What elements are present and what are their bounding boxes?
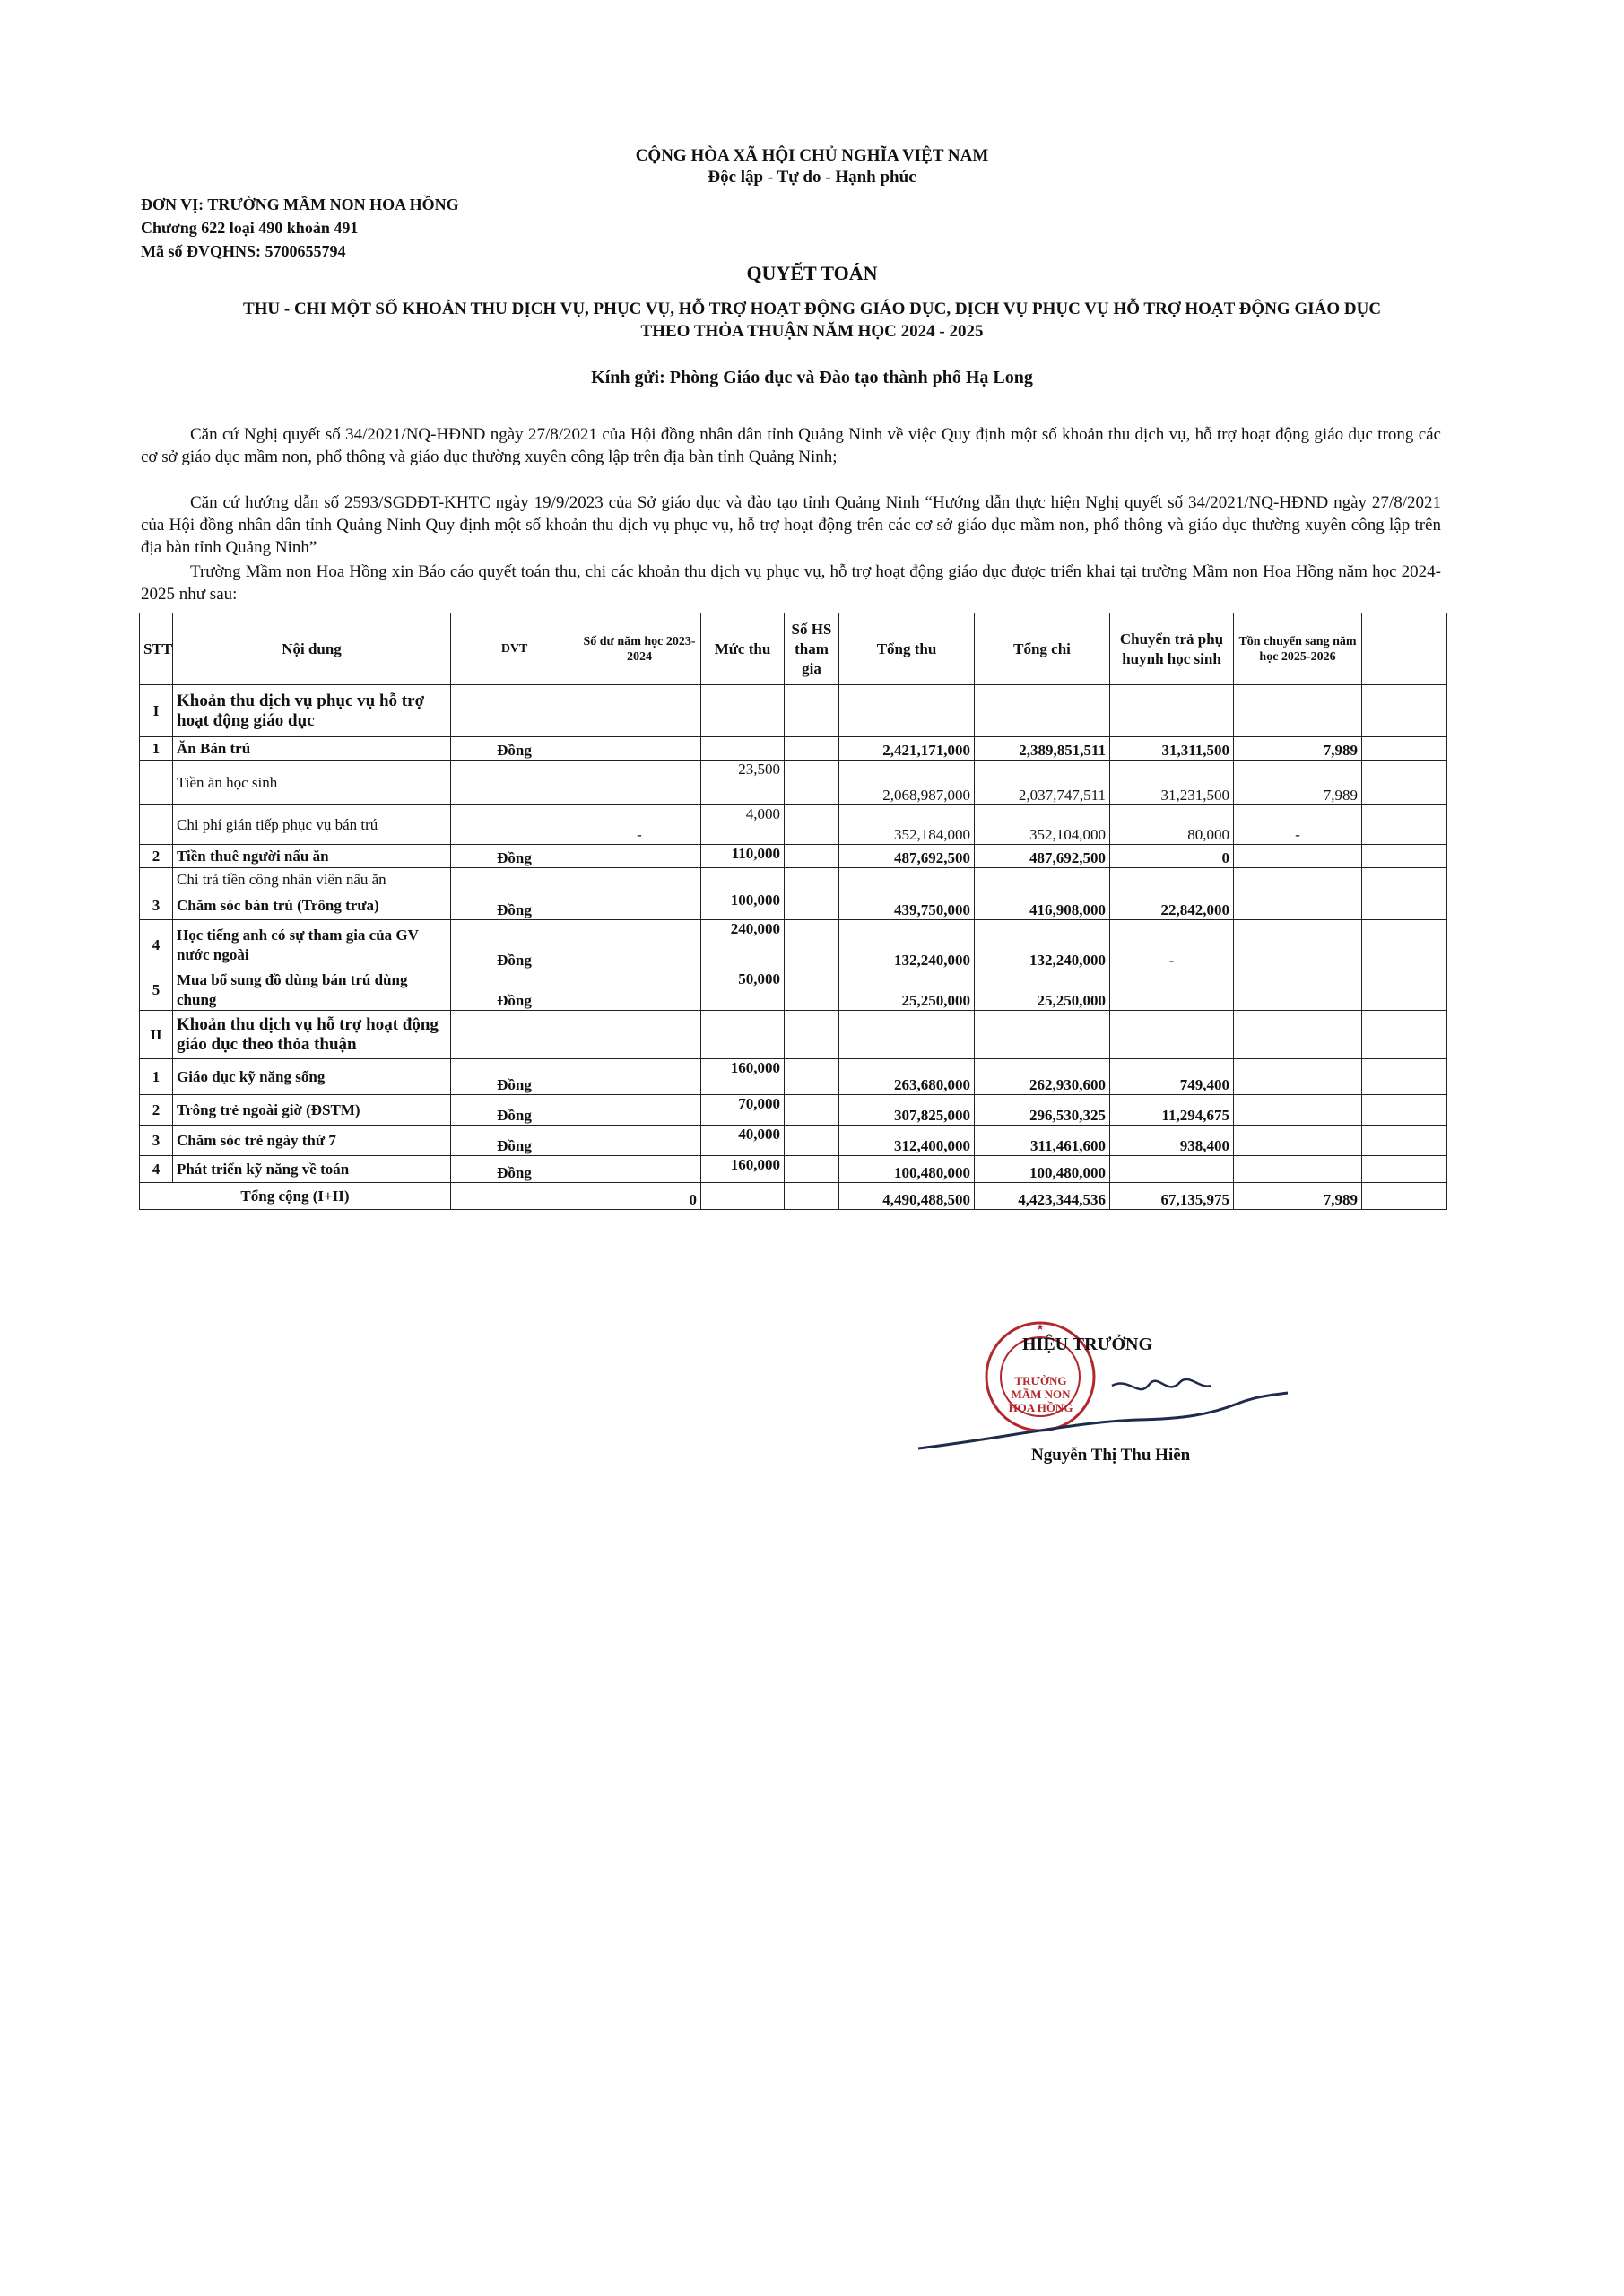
cell-total-in: 263,680,000 [839, 1059, 975, 1095]
cell-students [785, 970, 839, 1011]
cell-content: Tiền ăn học sinh [173, 761, 451, 805]
cell-rate [701, 868, 785, 891]
header-carry: Tồn chuyển sang năm học 2025-2026 [1234, 613, 1362, 685]
cell-refund: 31,311,500 [1110, 737, 1234, 761]
cell-extra [1362, 1156, 1447, 1183]
cell-total-in: 487,692,500 [839, 845, 975, 868]
cell-total-out: 311,461,600 [975, 1126, 1110, 1156]
unit-block [141, 193, 459, 263]
cell-students [785, 1095, 839, 1126]
cell-students [785, 1156, 839, 1183]
cell-refund: 80,000 [1110, 805, 1234, 845]
cell-stt: 1 [140, 737, 173, 761]
table-row [140, 1011, 1447, 1059]
cell-students [785, 845, 839, 868]
cell-content: Chăm sóc trẻ ngày thứ 7 [173, 1126, 451, 1156]
cell-extra [1362, 920, 1447, 970]
cell-carry [1234, 868, 1362, 891]
cell-students [785, 1011, 839, 1059]
cell-rate: 70,000 [701, 1095, 785, 1126]
cell-unit [451, 761, 578, 805]
cell-extra [1362, 1126, 1447, 1156]
cell-students [785, 685, 839, 737]
cell-content: Khoản thu dịch vụ hỗ trợ hoạt động giáo dục theo thỏa thuận [173, 1011, 451, 1059]
cell-content: Giáo dục kỹ năng sống [173, 1059, 451, 1095]
cell-content: Trông trẻ ngoài giờ (ĐSTM) [173, 1095, 451, 1126]
cell-total-out: 25,250,000 [975, 970, 1110, 1011]
cell-content: Ăn Bán trú [173, 737, 451, 761]
header-stt: STT [140, 613, 173, 685]
table-row [140, 1156, 1447, 1183]
cell-unit: Đồng [451, 1126, 578, 1156]
cell-rate [701, 685, 785, 737]
cell-content: Học tiếng anh có sự tham gia của GV nước ngoài [173, 920, 451, 970]
cell-refund: 938,400 [1110, 1126, 1234, 1156]
signatory-title: HIỆU TRƯỞNG [1022, 1335, 1153, 1354]
cell-total-in: 307,825,000 [839, 1095, 975, 1126]
cell-extra [1362, 891, 1447, 920]
cell-students [785, 761, 839, 805]
table-row [140, 1095, 1447, 1126]
cell-total-out [975, 1011, 1110, 1059]
national-motto: Độc lập - Tự do - Hạnh phúc [708, 168, 916, 187]
header-rate: Mức thu [701, 613, 785, 685]
cell-stt: 4 [140, 1156, 173, 1183]
cell-total-in: 352,184,000 [839, 805, 975, 845]
cell-rate: 50,000 [701, 970, 785, 1011]
cell-extra [1362, 805, 1447, 845]
table-row [140, 920, 1447, 970]
cell-extra [1362, 761, 1447, 805]
cell-extra [1362, 737, 1447, 761]
cell-rate: 23,500 [701, 761, 785, 805]
cell-balance [578, 868, 701, 891]
national-title: CỘNG HÒA XÃ HỘI CHỦ NGHĨA VIỆT NAM [635, 146, 989, 165]
cell-balance [578, 1095, 701, 1126]
cell-carry: 7,989 [1234, 737, 1362, 761]
header-students: Số HS tham gia [785, 613, 839, 685]
cell-total-out: 352,104,000 [975, 805, 1110, 845]
cell-carry: - [1234, 805, 1362, 845]
table-row [140, 970, 1447, 1011]
stamp-star: ★ [1036, 1323, 1045, 1333]
cell-refund [1110, 1156, 1234, 1183]
cell-carry: 7,989 [1234, 761, 1362, 805]
cell-refund: 0 [1110, 845, 1234, 868]
total-rate [701, 1183, 785, 1210]
unit-code: Mã số ĐVQHNS: 5700655794 [141, 242, 346, 260]
cell-unit: Đồng [451, 920, 578, 970]
cell-stt: 4 [140, 920, 173, 970]
table-row [140, 1059, 1447, 1095]
header-balance: Số dư năm học 2023-2024 [578, 613, 701, 685]
paragraph-legal-basis-2: Căn cứ hướng dẫn số 2593/SGDĐT-KHTC ngày 19/9/2023 của Sở giáo dục và đào tạo tỉnh Quảng Ninh “Hướng dẫn thực hiện Nghị quyết số 34/2021/NQ-HĐND ngày 27/8/2021 của Hội đồng nhân dân tỉnh Quảng Ninh Quy định một số khoản thu dịch vụ phục vụ, hỗ trợ hoạt động trên các cơ sở giáo dục mầm non, phổ thông và giáo dục thường xuyên công lập trên địa bàn tỉnh Quảng Ninh” [141, 493, 1441, 557]
table-row [140, 805, 1447, 845]
cell-refund: 22,842,000 [1110, 891, 1234, 920]
cell-extra [1362, 970, 1447, 1011]
cell-stt: 2 [140, 845, 173, 868]
cell-balance [578, 920, 701, 970]
cell-carry [1234, 1059, 1362, 1095]
document-subtitle-line2: THEO THỎA THUẬN NĂM HỌC 2024 - 2025 [640, 322, 984, 341]
cell-unit: Đồng [451, 891, 578, 920]
table-header-row [140, 613, 1447, 685]
cell-total-out: 100,480,000 [975, 1156, 1110, 1183]
cell-carry [1234, 891, 1362, 920]
header-refund: Chuyển trả phụ huynh học sinh [1110, 613, 1234, 685]
total-label: Tổng cộng (I+II) [140, 1183, 451, 1210]
cell-stt: 2 [140, 1095, 173, 1126]
table-row [140, 1126, 1447, 1156]
cell-total-in: 439,750,000 [839, 891, 975, 920]
cell-total-in [839, 868, 975, 891]
document-title: QUYẾT TOÁN [746, 262, 878, 284]
cell-unit: Đồng [451, 737, 578, 761]
cell-total-out: 262,930,600 [975, 1059, 1110, 1095]
cell-stt [140, 868, 173, 891]
cell-carry [1234, 1095, 1362, 1126]
settlement-table [139, 613, 1447, 1210]
cell-unit: Đồng [451, 1095, 578, 1126]
cell-total-out: 132,240,000 [975, 920, 1110, 970]
cell-unit [451, 1011, 578, 1059]
cell-rate: 160,000 [701, 1059, 785, 1095]
total-total-out: 4,423,344,536 [975, 1183, 1110, 1210]
cell-balance [578, 761, 701, 805]
cell-total-out: 296,530,325 [975, 1095, 1110, 1126]
cell-refund [1110, 685, 1234, 737]
document-subtitle-line1: THU - CHI MỘT SỐ KHOẢN THU DỊCH VỤ, PHỤC VỤ, HỖ TRỢ HOẠT ĐỘNG GIÁO DỤC, DỊCH VỤ PHỤC VỤ HỖ TRỢ HOẠT ĐỘNG GIÁO DỤC [242, 300, 1382, 318]
signature-stroke [918, 1393, 1288, 1448]
cell-content: Phát triển kỹ năng về toán [173, 1156, 451, 1183]
cell-unit: Đồng [451, 845, 578, 868]
cell-carry [1234, 1126, 1362, 1156]
cell-stt: 5 [140, 970, 173, 1011]
total-extra [1362, 1183, 1447, 1210]
table-row [140, 685, 1447, 737]
paragraph-legal-basis-1: Căn cứ Nghị quyết số 34/2021/NQ-HĐND ngày 27/8/2021 của Hội đồng nhân dân tỉnh Quảng Ninh về việc Quy định một số khoản thu dịch vụ, hỗ trợ hoạt động giáo dục trong các cơ sở giáo dục mầm non, phổ thông và giáo dục thường xuyên công lập trên địa bàn tỉnh Quảng Ninh; [141, 425, 1441, 466]
stamp-text: TRƯỜNG MẦM NON HOA HỒNG [1008, 1374, 1073, 1414]
cell-total-out [975, 685, 1110, 737]
cell-extra [1362, 868, 1447, 891]
cell-total-out: 487,692,500 [975, 845, 1110, 868]
cell-total-in: 25,250,000 [839, 970, 975, 1011]
cell-rate [701, 737, 785, 761]
cell-rate [701, 1011, 785, 1059]
cell-rate: 110,000 [701, 845, 785, 868]
cell-refund: 749,400 [1110, 1059, 1234, 1095]
cell-students [785, 1059, 839, 1095]
paragraph-report-intro: Trường Mầm non Hoa Hồng xin Báo cáo quyết toán thu, chi các khoản thu dịch vụ phục vụ, hỗ trợ hoạt động giáo dục được triển khai tại trường Mầm non Hoa Hồng năm học 2024-2025 như sau: [141, 562, 1441, 604]
cell-total-in [839, 685, 975, 737]
header-content: Nội dung [173, 613, 451, 685]
cell-content: Khoản thu dịch vụ phục vụ hỗ trợ hoạt động giáo dục [173, 685, 451, 737]
table-row [140, 891, 1447, 920]
cell-unit [451, 868, 578, 891]
cell-balance [578, 1126, 701, 1156]
signatory-name: Nguyễn Thị Thu Hiền [1031, 1446, 1191, 1465]
cell-refund: 31,231,500 [1110, 761, 1234, 805]
cell-carry [1234, 1156, 1362, 1183]
header-unit: ĐVT [451, 613, 578, 685]
table-total-row [140, 1183, 1447, 1210]
cell-refund [1110, 1011, 1234, 1059]
cell-unit: Đồng [451, 1059, 578, 1095]
cell-balance [578, 1156, 701, 1183]
cell-students [785, 1126, 839, 1156]
cell-rate: 240,000 [701, 920, 785, 970]
unit-name: ĐƠN VỊ: TRƯỜNG MẦM NON HOA HỒNG [141, 196, 459, 213]
cell-total-in: 132,240,000 [839, 920, 975, 970]
cell-stt [140, 805, 173, 845]
cell-stt: 1 [140, 1059, 173, 1095]
cell-balance [578, 970, 701, 1011]
cell-extra [1362, 1059, 1447, 1095]
cell-total-in: 2,068,987,000 [839, 761, 975, 805]
cell-unit: Đồng [451, 970, 578, 1011]
cell-balance [578, 1059, 701, 1095]
cell-carry [1234, 970, 1362, 1011]
header-total-out: Tổng chi [975, 613, 1110, 685]
cell-total-out: 2,389,851,511 [975, 737, 1110, 761]
cell-refund: - [1110, 920, 1234, 970]
table-row [140, 761, 1447, 805]
total-students [785, 1183, 839, 1210]
cell-total-in: 2,421,171,000 [839, 737, 975, 761]
cell-rate: 160,000 [701, 1156, 785, 1183]
cell-content: Mua bổ sung đồ dùng bán trú dùng chung [173, 970, 451, 1011]
cell-rate: 40,000 [701, 1126, 785, 1156]
national-header [0, 145, 1624, 188]
header-total-in: Tổng thu [839, 613, 975, 685]
cell-stt [140, 761, 173, 805]
cell-stt: I [140, 685, 173, 737]
cell-refund [1110, 970, 1234, 1011]
cell-students [785, 891, 839, 920]
cell-carry [1234, 845, 1362, 868]
cell-refund [1110, 868, 1234, 891]
cell-rate: 100,000 [701, 891, 785, 920]
cell-unit [451, 805, 578, 845]
cell-content: Chăm sóc bán trú (Trông trưa) [173, 891, 451, 920]
cell-rate: 4,000 [701, 805, 785, 845]
cell-students [785, 737, 839, 761]
recipient: Kính gửi: Phòng Giáo dục và Đào tạo thành phố Hạ Long [591, 368, 1033, 387]
cell-students [785, 805, 839, 845]
total-balance: 0 [578, 1183, 701, 1210]
cell-total-in [839, 1011, 975, 1059]
cell-stt: 3 [140, 891, 173, 920]
cell-carry [1234, 685, 1362, 737]
total-carry: 7,989 [1234, 1183, 1362, 1210]
cell-total-out [975, 868, 1110, 891]
cell-extra [1362, 1011, 1447, 1059]
cell-balance [578, 1011, 701, 1059]
cell-total-out: 2,037,747,511 [975, 761, 1110, 805]
signature-flourish [1112, 1379, 1211, 1389]
cell-extra [1362, 1095, 1447, 1126]
cell-extra [1362, 845, 1447, 868]
cell-stt: II [140, 1011, 173, 1059]
cell-content: Chi trả tiền công nhân viên nấu ăn [173, 868, 451, 891]
cell-balance [578, 685, 701, 737]
cell-students [785, 868, 839, 891]
cell-content: Chi phí gián tiếp phục vụ bán trú [173, 805, 451, 845]
cell-stt: 3 [140, 1126, 173, 1156]
cell-balance [578, 845, 701, 868]
cell-carry [1234, 1011, 1362, 1059]
cell-refund: 11,294,675 [1110, 1095, 1234, 1126]
cell-balance [578, 891, 701, 920]
header-extra [1362, 613, 1447, 685]
unit-chapter: Chương 622 loại 490 khoản 491 [141, 219, 359, 237]
table-row [140, 737, 1447, 761]
cell-total-out: 416,908,000 [975, 891, 1110, 920]
table-row [140, 868, 1447, 891]
table-row [140, 845, 1447, 868]
cell-total-in: 100,480,000 [839, 1156, 975, 1183]
cell-unit [451, 685, 578, 737]
cell-extra [1362, 685, 1447, 737]
cell-students [785, 920, 839, 970]
cell-unit: Đồng [451, 1156, 578, 1183]
cell-carry [1234, 920, 1362, 970]
total-total-in: 4,490,488,500 [839, 1183, 975, 1210]
cell-content: Tiền thuê người nấu ăn [173, 845, 451, 868]
cell-total-in: 312,400,000 [839, 1126, 975, 1156]
total-refund: 67,135,975 [1110, 1183, 1234, 1210]
total-unit [451, 1183, 578, 1210]
title-block [0, 260, 1624, 343]
cell-balance: - [578, 805, 701, 845]
cell-balance [578, 737, 701, 761]
